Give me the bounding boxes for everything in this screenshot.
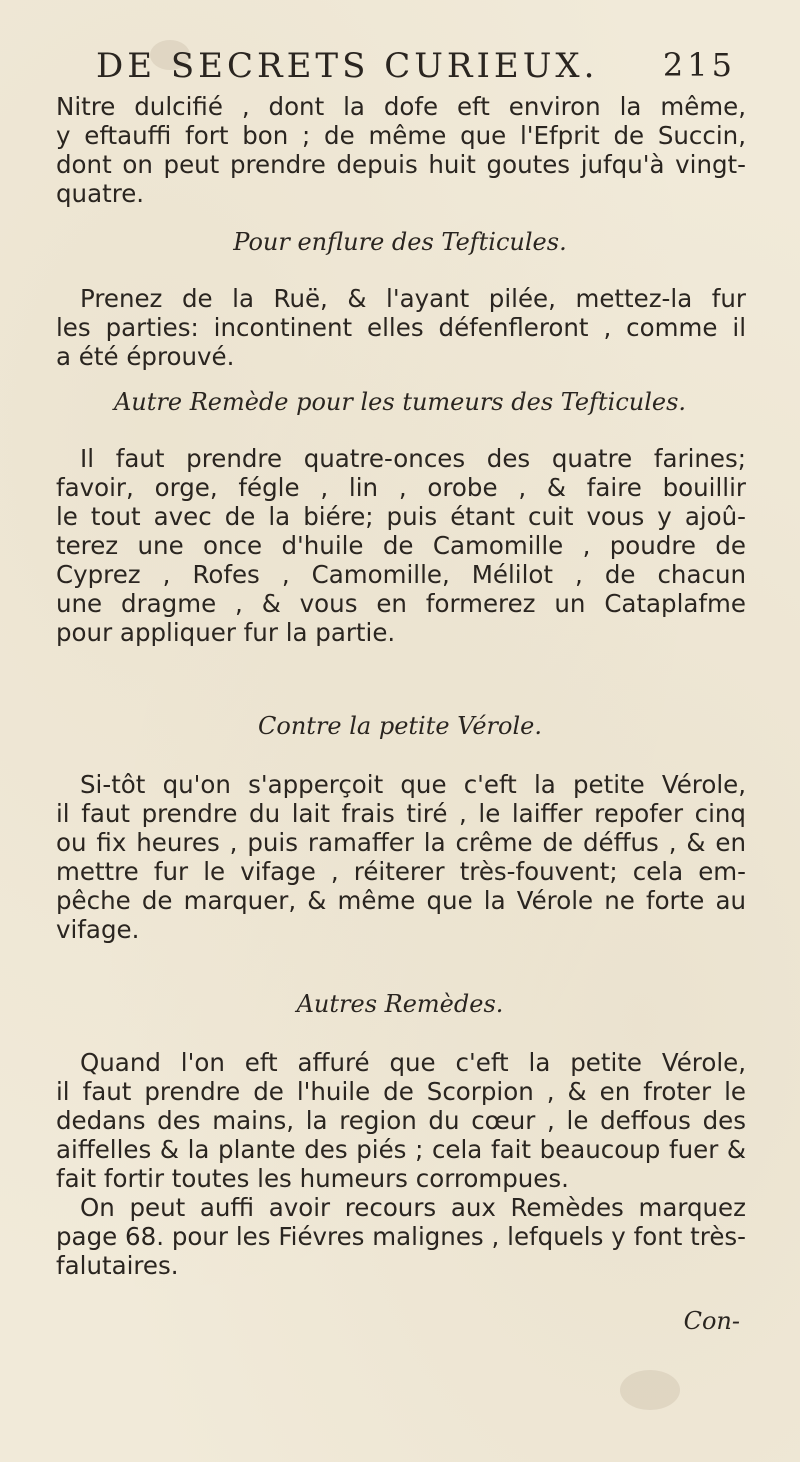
text-line: aiffelles & la plante des piés ; cela fait beaucoup fuer & (56, 1135, 746, 1164)
text-line: pour appliquer fur la partie. (56, 618, 396, 647)
section-heading-enflure: Pour enflure des Tefticules. (233, 228, 567, 256)
text-line: y eftauffi fort bon ; de même que l'Efprit de Succin, (56, 121, 746, 150)
paper-stain (620, 1370, 680, 1410)
text-line: terez une once d'huile de Camomille , poudre de (56, 531, 746, 560)
page-number: 215 (662, 46, 736, 84)
text-line: falutaires. (56, 1251, 179, 1280)
section-heading-verole: Contre la petite Vérole. (258, 712, 542, 740)
text-line: quatre. (56, 179, 145, 208)
text-line: le tout avec de la biére; puis étant cuit vous y ajoû- (56, 502, 746, 531)
text-line: Cyprez , Rofes , Camomille, Mélilot , de chacun (56, 560, 746, 589)
section-heading-autres-remedes: Autres Remèdes. (296, 990, 504, 1018)
text-line: dont on peut prendre depuis huit goutes jufqu'à vingt- (56, 150, 746, 179)
text-line: a été éprouvé. (56, 342, 235, 371)
text-line: dedans des mains, la region du cœur , le deffous des (56, 1106, 746, 1135)
paragraph-enflure (56, 284, 746, 371)
text-line: On peut auffi avoir recours aux Remèdes marquez (80, 1193, 746, 1222)
text-line: les parties: incontinent elles défenfleront , comme il (56, 313, 746, 342)
text-line: il faut prendre de l'huile de Scorpion , & en froter le (56, 1077, 746, 1106)
text-line: favoir, orge, fégle , lin , orobe , & faire bouillir (56, 473, 746, 502)
text-line: mettre fur le vifage , réiterer très-fouvent; cela em- (56, 857, 746, 886)
text-line: fait fortir toutes les humeurs corrompues. (56, 1164, 569, 1193)
text-line: vifage. (56, 915, 140, 944)
paragraph-autres-remedes (56, 1048, 746, 1280)
text-line: ou fix heures , puis ramaffer la crême de déffus , & en (56, 828, 746, 857)
text-line: Quand l'on eft affuré que c'eft la petite Vérole, (80, 1048, 746, 1077)
running-head (96, 46, 736, 86)
text-line: Nitre dulcifié , dont la dofe eft environ la même, (56, 92, 746, 121)
text-line: il faut prendre du lait frais tiré , le laiffer repofer cinq (56, 799, 746, 828)
text-line: Prenez de la Ruë, & l'ayant pilée, mettez-la fur (80, 284, 746, 313)
text-line: Si-tôt qu'on s'apperçoit que c'eft la petite Vérole, (80, 770, 746, 799)
paragraph-tumeurs (56, 444, 746, 647)
paragraph-nitre (56, 92, 746, 208)
text-line: page 68. pour les Fiévres malignes , lefquels y font très- (56, 1222, 746, 1251)
paragraph-verole (56, 770, 746, 944)
running-title: DE SECRETS CURIEUX. (96, 46, 599, 86)
text-line: Il faut prendre quatre-onces des quatre farines; (80, 444, 746, 473)
section-heading-tumeurs: Autre Remède pour les tumeurs des Tefticules. (113, 388, 687, 416)
text-line: une dragme , & vous en formerez un Cataplafme (56, 589, 746, 618)
text-line: pêche de marquer, & même que la Vérole ne forte au (56, 886, 746, 915)
catchword: Con- (683, 1307, 740, 1335)
